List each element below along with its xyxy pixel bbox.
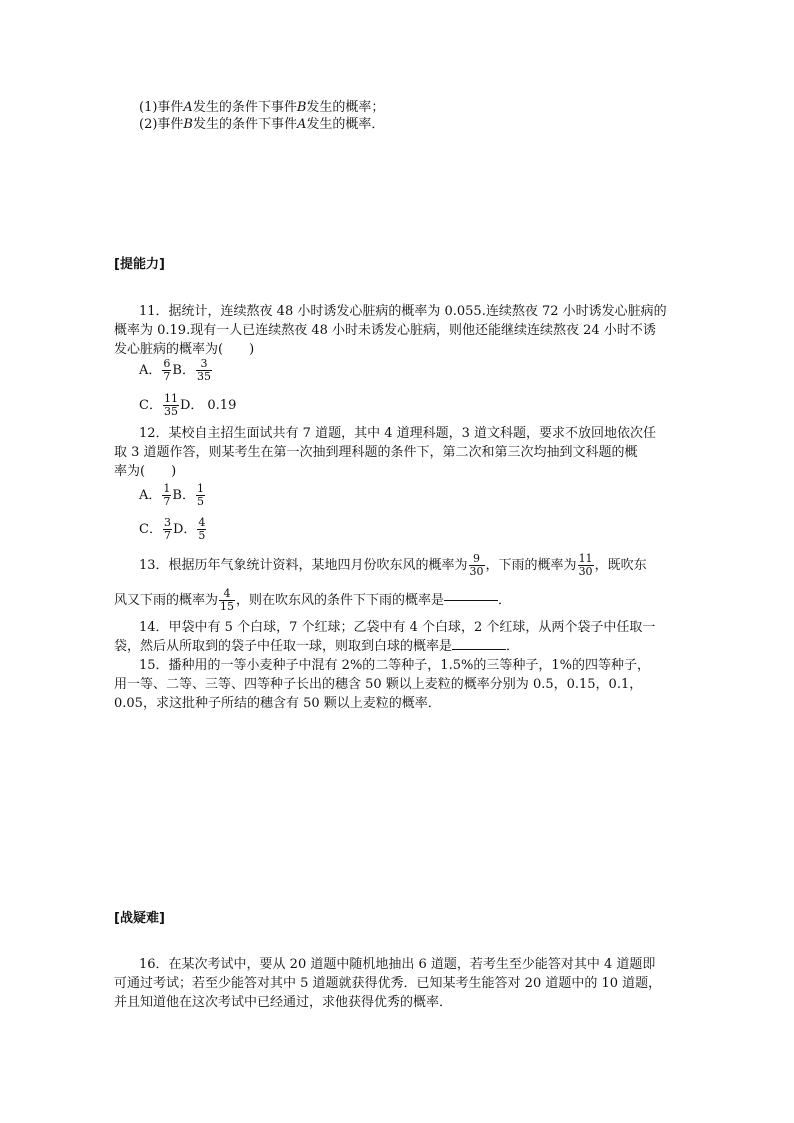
text-run: 发生的条件下事件	[192, 117, 297, 132]
option-d-fraction	[197, 517, 206, 542]
option-d-label: D．	[179, 397, 204, 413]
q11-options-ab	[139, 356, 213, 384]
prev-question-part-1	[139, 101, 384, 114]
denominator: 7	[163, 528, 171, 542]
option-c-fraction	[163, 517, 172, 542]
text-run: 袋，然后从所取到的袋子中任取一球，则取到白球的概率是	[114, 639, 453, 654]
q12-line-2: 取 3 道题作答，则某考生在第一次抽到理科题的条件下，第二次和第三次均抽到文科题的概	[114, 445, 638, 460]
numerator: 6	[163, 356, 171, 370]
q11-line-1: 11．据统计，连续熬夜 48 小时诱发心脏病的概率为 0.055.连续熬夜 72 小时诱发心脏病的	[139, 304, 667, 319]
numerator: 11	[578, 551, 593, 565]
text-run: ，下雨的概率为	[485, 557, 577, 573]
east-wind-probability	[469, 553, 485, 578]
denominator: 15	[220, 599, 235, 613]
text-run: 风又下雨的概率为	[114, 592, 219, 608]
denominator: 35	[196, 369, 211, 383]
section-heading-challenge: [战疑难]	[114, 911, 165, 926]
variable-b: B	[296, 100, 307, 115]
option-d-label: D．	[172, 521, 197, 537]
numerator: 4	[219, 588, 235, 601]
q12-line-3: 率为( )	[114, 464, 177, 479]
denominator: 30	[578, 564, 593, 578]
joint-probability	[219, 588, 235, 613]
q11-line-2: 概率为 0.19.现有一人已连续熬夜 48 小时未诱发心脏病，则他还能继续连续熬夜 24 小时不诱	[114, 323, 656, 338]
text-run: ，则在吹东风的条件下下雨的概率是	[236, 592, 445, 608]
q12-options-ab	[139, 481, 206, 509]
text-run: 发生的概率．	[306, 117, 385, 132]
denominator: 7	[163, 494, 171, 508]
option-c-fraction	[163, 393, 179, 418]
q16-line-3: 并且知道他在这次考试中已经通过，求他获得优秀的概率．	[114, 995, 453, 1010]
numerator: 11	[163, 391, 178, 405]
numerator: 3	[196, 358, 212, 371]
numerator: 4	[198, 515, 206, 529]
q16-line-1: 16．在某次考试中，要从 20 道题中随机地抽出 6 道题，若考生至少能答对其中 4 道题即	[139, 957, 656, 972]
q13-line-2	[114, 586, 511, 614]
variable-b: B	[183, 117, 193, 132]
q13-line-1	[139, 551, 647, 579]
answer-blank[interactable]	[444, 599, 498, 601]
prev-question-part-2	[139, 118, 384, 131]
denominator: 30	[469, 564, 484, 578]
variable-a: A	[297, 117, 307, 132]
q16-line-2: 可通过考试；若至少能答对其中 5 道题就获得优秀．已知某考生能答对 20 道题中的 10 道题，	[114, 976, 662, 991]
text-run: ，既吹东	[594, 557, 647, 573]
denominator: 7	[163, 369, 171, 383]
q15-line-1: 15．播种用的一等小麦种子中混有 2%的二等种子，1.5%的三等种子，1%的四等种子，	[139, 658, 650, 673]
numerator: 3	[163, 515, 171, 529]
numerator: 9	[469, 553, 485, 566]
text-run: 发生的条件下事件	[192, 100, 297, 115]
numerator: 1	[196, 481, 204, 495]
option-a-label: A．	[139, 362, 162, 378]
q15-line-3: 0.05，求这批种子所结的穗含有 50 颗以上麦粒的概率．	[114, 696, 441, 711]
option-a-fraction	[162, 358, 171, 383]
option-b-label: B．	[172, 487, 195, 503]
answer-blank[interactable]	[452, 648, 506, 650]
option-d-value: 0.19	[207, 397, 237, 413]
q11-line-3: 发心脏病的概率为( )	[114, 342, 255, 357]
denominator: 5	[198, 528, 206, 542]
option-a-fraction	[162, 483, 171, 508]
q12-line-1: 12．某校自主招生面试共有 7 道题，其中 4 道理科题，3 道文科题，要求不放回地依次任	[139, 426, 657, 441]
section-heading-improve: [提能力]	[114, 257, 165, 272]
text-run: (2)事件	[139, 117, 184, 132]
variable-a: A	[183, 100, 193, 115]
q15-line-2: 用一等、二等、三等、四等种子长出的穗含 50 颗以上麦粒的概率分别为 0.5，0.15，0.1，	[114, 677, 643, 692]
option-b-fraction	[196, 483, 205, 508]
denominator: 5	[196, 494, 204, 508]
q11-options-cd	[139, 391, 236, 419]
text-run: (1)事件	[139, 100, 184, 115]
text-run: 发生的概率；	[306, 100, 385, 115]
option-c-label: C．	[139, 397, 162, 413]
rain-probability	[578, 553, 594, 578]
option-b-fraction	[196, 358, 212, 383]
numerator: 1	[163, 481, 171, 495]
text-run: ．	[498, 592, 512, 608]
q14-line-1: 14．甲袋中有 5 个白球，7 个红球；乙袋中有 4 个白球，2 个红球，从两个袋子中任取一	[139, 620, 656, 635]
option-b-label: B．	[172, 362, 195, 378]
text-run: ．	[506, 639, 520, 654]
text-run: 13．根据历年气象统计资料，某地四月份吹东风的概率为	[139, 557, 468, 573]
q14-line-2	[114, 640, 519, 653]
q12-options-cd	[139, 515, 207, 543]
denominator: 35	[163, 404, 178, 418]
option-a-label: A．	[139, 487, 162, 503]
option-c-label: C．	[139, 521, 162, 537]
